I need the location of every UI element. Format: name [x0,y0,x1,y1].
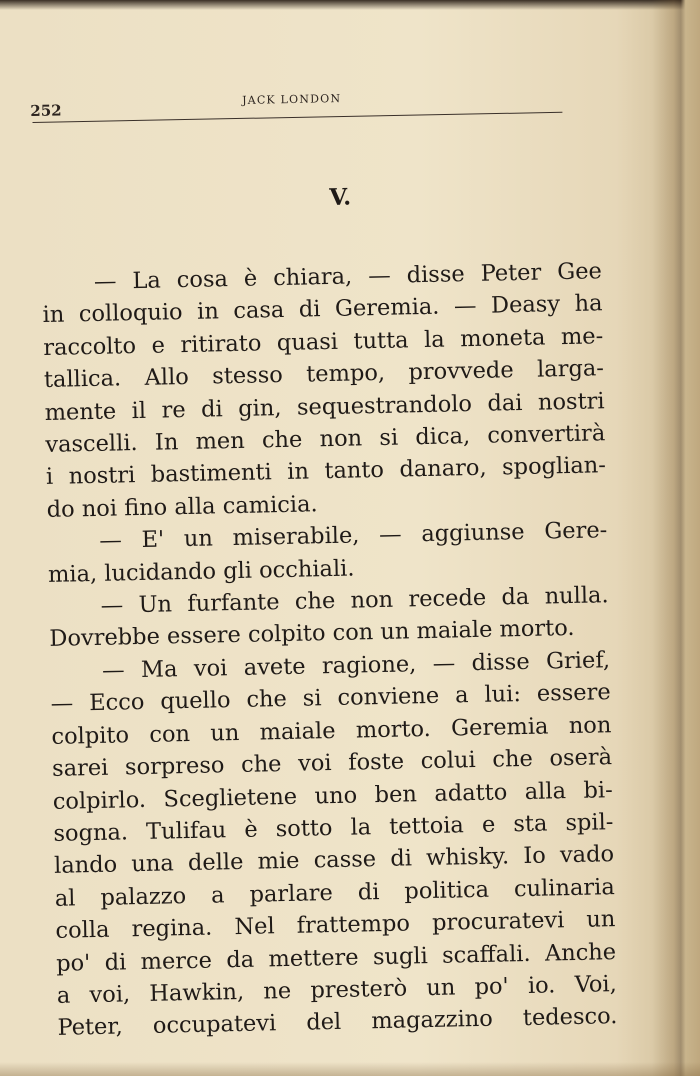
page-top-edge [0,0,700,10]
text-line: sogna. Tulifau è sotto la tettoia e sta spil- [53,809,614,847]
text-line: — Ecco quello che si conviene a lui: essere [50,679,611,718]
page-binding-fold [652,0,700,1076]
text-line: al palazzo a parlare di politica culinaria [54,873,615,912]
text-line: colpito con un maiale morto. Geremia non [51,711,612,750]
text-line: raccolto e ritirato quasi tutta la moneta me- [43,323,604,361]
chapter-title: V. [329,183,352,211]
page-header [30,86,562,126]
text-line: Dovrebbe essere colpito con un maiale morto. [49,615,575,653]
text-line: a voi, Hawkin, ne presterò un po' io. Voi, [56,971,618,1009]
text-line: Peter, occupatevi del magazzino tedesco. [57,1003,618,1042]
text-line: mente il re di gin, sequestrandolo dai nostri [44,387,605,426]
page-body [40,178,618,1044]
running-head: JACK LONDON [241,92,342,107]
text-line: — E' un miserabile, — aggiunse Gere- [99,517,608,555]
page-bottom-edge [0,1062,700,1076]
text-line: in colloquio in casa di Geremia. — Deasy ha [42,290,603,329]
text-line: po' di merce da mettere sugli scaffali. Anche [55,938,617,977]
text-line: i nostri bastimenti in tanto danaro, spoglian- [45,452,607,491]
text-line: vascelli. In men che non si dica, convertirà [45,420,606,458]
text-line: mia, lucidando gli occhiali. [47,555,355,588]
text-line: tallica. Allo stesso tempo, provvede larga- [43,355,605,394]
text-line: sarei sorpreso che voi foste colui che oserà [51,744,613,782]
page-number: 252 [30,101,62,120]
text-line: colla regina. Nel frattempo procuratevi un [55,906,616,944]
text-line: colpirlo. Sceglietene uno ben adatto alla bi- [52,776,613,815]
header-rule [32,112,562,123]
text-line: — Ma voi avete ragione, — disse Grief, [101,647,611,684]
text-line: — La cosa è chiara, — disse Peter Gee [93,258,603,295]
text-line: do noi fino alla camicia. [46,491,318,523]
text-line: lando una delle mie casse di whisky. Io vado [53,841,615,880]
text-line: — Un furfante che non recede da nulla. [100,582,609,619]
